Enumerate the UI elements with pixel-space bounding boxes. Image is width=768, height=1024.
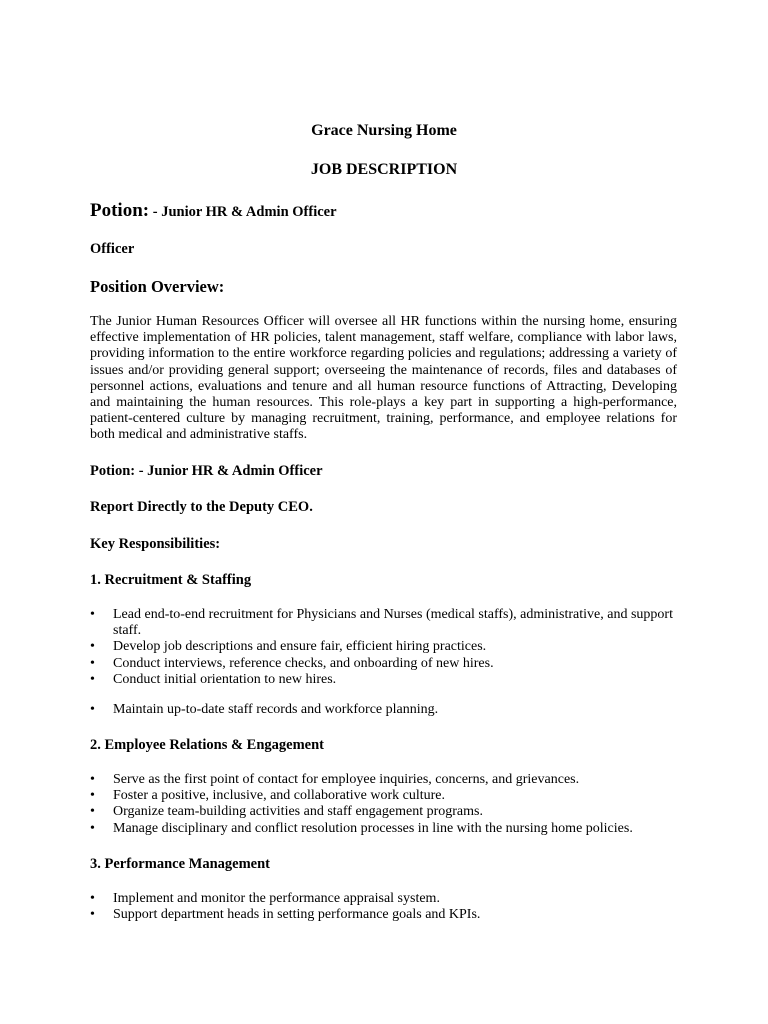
report-line: Report Directly to the Deputy CEO. <box>90 499 313 515</box>
bullet-icon: • <box>90 788 95 804</box>
bullet-icon: • <box>90 607 95 622</box>
overview-heading: Position Overview: <box>90 277 225 296</box>
list-item: • Implement and monitor the performance appraisal system. <box>90 891 440 906</box>
performance-list <box>90 891 680 923</box>
bullet-icon: • <box>90 655 95 671</box>
key-responsibilities-heading: Key Responsibilities: <box>90 536 221 552</box>
employee-relations-list <box>90 772 680 837</box>
org-name: Grace Nursing Home <box>311 122 457 139</box>
position-label: Potion: <box>90 200 150 221</box>
section-heading-recruitment: 1. Recruitment & Staffing <box>90 572 252 588</box>
bullet-icon: • <box>90 639 95 655</box>
bullet-icon: • <box>90 891 95 906</box>
list-item: • Foster a positive, inclusive, and collaborative work culture. <box>90 788 446 804</box>
officer-label: Officer <box>90 241 135 257</box>
list-item: • Conduct initial orientation to new hires. <box>90 671 337 687</box>
bullet-icon: • <box>90 702 95 717</box>
recruitment-extra-list <box>90 702 680 718</box>
position-value: - Junior HR & Admin Officer <box>149 204 337 220</box>
bullet-icon: • <box>90 671 95 687</box>
overview-paragraph: The Junior Human Resources Officer will oversee all HR functions within the nursing home, ensuring effective implementation of HR policies, talent management, staff welfare, compliance with labor laws, providing information to the entire workforce regarding policies and regulations; addressing a variety of issues and/or providing general support; overseeing the maintenance of records, files and databases of personnel actions, evaluations and tenure and all human resource functions of Attracting, Developing and maintaining the human resources. This role-plays a key part in supporting a high-performance, patient-centered culture by managing recruitment, training, performance, and employee relations for both medical and administrative staffs. <box>90 314 677 443</box>
bullet-icon: • <box>90 772 95 787</box>
bullet-icon: • <box>90 804 95 820</box>
list-item: • Maintain up-to-date staff records and workforce planning. <box>90 702 439 717</box>
list-item: • Support department heads in setting performance goals and KPIs. <box>90 907 481 923</box>
section-heading-employee-relations: 2. Employee Relations & Engagement <box>90 737 324 753</box>
bullet-icon: • <box>90 820 95 836</box>
doc-title: JOB DESCRIPTION <box>310 161 458 178</box>
position-line-2: Potion: - Junior HR & Admin Officer <box>90 463 323 479</box>
list-item: • Manage disciplinary and conflict resolution processes in line with the nursing home policies. <box>90 820 633 836</box>
position-line <box>90 200 337 222</box>
recruitment-list <box>90 607 680 688</box>
list-item: • Conduct interviews, reference checks, and onboarding of new hires. <box>90 655 494 671</box>
section-heading-performance: 3. Performance Management <box>90 856 270 872</box>
list-item: • Develop job descriptions and ensure fair, efficient hiring practices. <box>90 639 487 655</box>
bullet-icon: • <box>90 907 95 923</box>
list-item: • Organize team-building activities and staff engagement programs. <box>90 804 483 820</box>
list-item: • Serve as the first point of contact for employee inquiries, concerns, and grievances. <box>90 772 580 787</box>
list-item: • Lead end-to-end recruitment for Physicians and Nurses (medical staffs), administrative, and support staff. <box>90 607 673 639</box>
